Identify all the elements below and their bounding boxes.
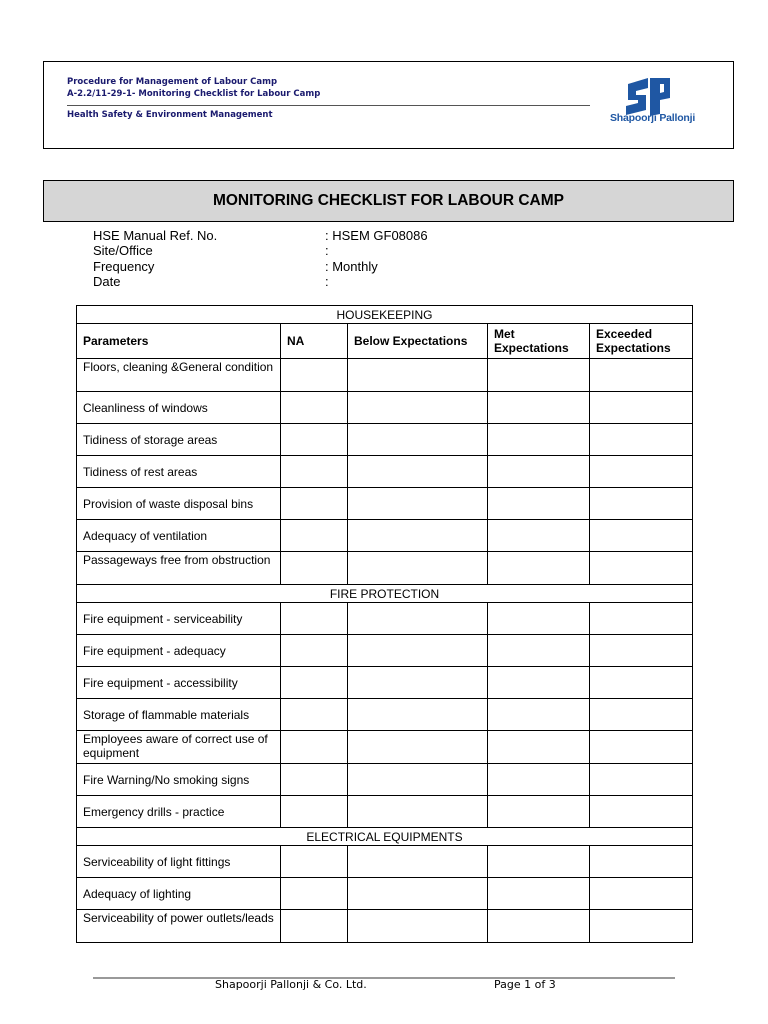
below-expectations-cell[interactable] bbox=[348, 731, 488, 764]
document-code: A-2.2/11-29-1- Monitoring Checklist for Labour Camp bbox=[67, 89, 321, 99]
column-header: Below Expectations bbox=[348, 324, 488, 359]
exceeded-expectations-cell[interactable] bbox=[590, 603, 693, 635]
section-header-row bbox=[77, 585, 693, 603]
page-number: Page 1 of 3 bbox=[494, 978, 556, 991]
below-expectations-cell[interactable] bbox=[348, 635, 488, 667]
exceeded-expectations-cell[interactable] bbox=[590, 424, 693, 456]
met-expectations-cell[interactable] bbox=[488, 456, 590, 488]
na-cell[interactable] bbox=[281, 731, 348, 764]
exceeded-expectations-cell[interactable] bbox=[590, 878, 693, 910]
meta-row bbox=[93, 243, 428, 258]
checklist-title-bar bbox=[43, 180, 734, 222]
met-expectations-cell[interactable] bbox=[488, 910, 590, 943]
footer-company: Shapoorji Pallonji & Co. Ltd. bbox=[215, 978, 367, 991]
parameter-cell: Provision of waste disposal bins bbox=[77, 488, 281, 520]
meta-value[interactable]: : bbox=[325, 243, 329, 259]
below-expectations-cell[interactable] bbox=[348, 796, 488, 828]
below-expectations-cell[interactable] bbox=[348, 878, 488, 910]
below-expectations-cell[interactable] bbox=[348, 699, 488, 731]
table-row bbox=[77, 488, 693, 520]
parameter-cell: Cleanliness of windows bbox=[77, 392, 281, 424]
na-cell[interactable] bbox=[281, 635, 348, 667]
company-logo-text: Shapoorji Pallonji bbox=[610, 112, 696, 124]
section-title: HOUSEKEEPING bbox=[77, 306, 693, 324]
below-expectations-cell[interactable] bbox=[348, 764, 488, 796]
section-title: ELECTRICAL EQUIPMENTS bbox=[77, 828, 693, 846]
department-name: Health Safety & Environment Management bbox=[67, 110, 273, 120]
table-row bbox=[77, 520, 693, 552]
parameter-cell: Adequacy of lighting bbox=[77, 878, 281, 910]
na-cell[interactable] bbox=[281, 764, 348, 796]
table-row bbox=[77, 878, 693, 910]
column-header-row bbox=[77, 324, 693, 359]
exceeded-expectations-cell[interactable] bbox=[590, 699, 693, 731]
parameter-cell: Serviceability of power outlets/leads bbox=[77, 910, 281, 943]
meta-label: HSE Manual Ref. No. bbox=[93, 228, 218, 243]
exceeded-expectations-cell[interactable] bbox=[590, 359, 693, 392]
meta-label: Date bbox=[93, 273, 121, 289]
parameter-cell: Serviceability of light fittings bbox=[77, 846, 281, 878]
below-expectations-cell[interactable] bbox=[348, 667, 488, 699]
na-cell[interactable] bbox=[281, 456, 348, 488]
below-expectations-cell[interactable] bbox=[348, 603, 488, 635]
meta-value[interactable]: : Monthly bbox=[325, 258, 378, 274]
met-expectations-cell[interactable] bbox=[488, 520, 590, 552]
na-cell[interactable] bbox=[281, 552, 348, 585]
met-expectations-cell[interactable] bbox=[488, 796, 590, 828]
met-expectations-cell[interactable] bbox=[488, 603, 590, 635]
table-row bbox=[77, 846, 693, 878]
met-expectations-cell[interactable] bbox=[488, 667, 590, 699]
table-row bbox=[77, 764, 693, 796]
header-divider bbox=[67, 105, 590, 106]
parameter-cell: Fire Warning/No smoking signs bbox=[77, 764, 281, 796]
exceeded-expectations-cell[interactable] bbox=[590, 796, 693, 828]
met-expectations-cell[interactable] bbox=[488, 635, 590, 667]
met-expectations-cell[interactable] bbox=[488, 878, 590, 910]
na-cell[interactable] bbox=[281, 667, 348, 699]
exceeded-expectations-cell[interactable] bbox=[590, 552, 693, 585]
column-header: Met Expectations bbox=[488, 324, 590, 359]
parameter-cell: Passageways free from obstruction bbox=[77, 552, 281, 585]
meta-label: Site/Office bbox=[93, 243, 153, 259]
below-expectations-cell[interactable] bbox=[348, 552, 488, 585]
table-row bbox=[77, 731, 693, 764]
exceeded-expectations-cell[interactable] bbox=[590, 731, 693, 764]
parameter-cell: Floors, cleaning &General condition bbox=[77, 359, 281, 392]
table-row bbox=[77, 456, 693, 488]
met-expectations-cell[interactable] bbox=[488, 392, 590, 424]
parameter-cell: Adequacy of ventilation bbox=[77, 520, 281, 552]
below-expectations-cell[interactable] bbox=[348, 520, 488, 552]
below-expectations-cell[interactable] bbox=[348, 488, 488, 520]
met-expectations-cell[interactable] bbox=[488, 731, 590, 764]
parameter-cell: Storage of flammable materials bbox=[77, 699, 281, 731]
below-expectations-cell[interactable] bbox=[348, 392, 488, 424]
meta-row bbox=[93, 274, 428, 289]
table-row bbox=[77, 635, 693, 667]
exceeded-expectations-cell[interactable] bbox=[590, 846, 693, 878]
exceeded-expectations-cell[interactable] bbox=[590, 635, 693, 667]
met-expectations-cell[interactable] bbox=[488, 552, 590, 585]
parameter-cell: Employees aware of correct use of equipment bbox=[77, 731, 281, 764]
section-title: FIRE PROTECTION bbox=[77, 585, 693, 603]
meta-value[interactable]: : HSEM GF08086 bbox=[325, 228, 428, 243]
met-expectations-cell[interactable] bbox=[488, 359, 590, 392]
exceeded-expectations-cell[interactable] bbox=[590, 392, 693, 424]
checklist-table bbox=[76, 305, 693, 943]
table-row bbox=[77, 359, 693, 392]
below-expectations-cell[interactable] bbox=[348, 456, 488, 488]
met-expectations-cell[interactable] bbox=[488, 764, 590, 796]
parameter-cell: Tidiness of rest areas bbox=[77, 456, 281, 488]
table-row bbox=[77, 603, 693, 635]
exceeded-expectations-cell[interactable] bbox=[590, 488, 693, 520]
meta-row bbox=[93, 259, 428, 274]
exceeded-expectations-cell[interactable] bbox=[590, 456, 693, 488]
met-expectations-cell[interactable] bbox=[488, 488, 590, 520]
na-cell[interactable] bbox=[281, 846, 348, 878]
parameter-cell: Fire equipment - serviceability bbox=[77, 603, 281, 635]
parameter-cell: Tidiness of storage areas bbox=[77, 424, 281, 456]
na-cell[interactable] bbox=[281, 359, 348, 392]
na-cell[interactable] bbox=[281, 878, 348, 910]
section-header-row bbox=[77, 828, 693, 846]
below-expectations-cell[interactable] bbox=[348, 910, 488, 943]
na-cell[interactable] bbox=[281, 488, 348, 520]
table-row bbox=[77, 552, 693, 585]
met-expectations-cell[interactable] bbox=[488, 424, 590, 456]
table-row bbox=[77, 424, 693, 456]
section-header-row bbox=[77, 306, 693, 324]
page-title: MONITORING CHECKLIST FOR LABOUR CAMP bbox=[212, 192, 565, 209]
exceeded-expectations-cell[interactable] bbox=[590, 520, 693, 552]
meta-value[interactable]: : bbox=[325, 273, 329, 289]
meta-row bbox=[93, 228, 428, 243]
met-expectations-cell[interactable] bbox=[488, 699, 590, 731]
parameter-cell: Fire equipment - adequacy bbox=[77, 635, 281, 667]
document-meta bbox=[93, 228, 428, 289]
met-expectations-cell[interactable] bbox=[488, 846, 590, 878]
na-cell[interactable] bbox=[281, 910, 348, 943]
column-header: Exceeded Expectations bbox=[590, 324, 693, 359]
table-row bbox=[77, 699, 693, 731]
meta-label: Frequency bbox=[93, 258, 155, 274]
procedure-title: Procedure for Management of Labour Camp bbox=[67, 77, 278, 87]
na-cell[interactable] bbox=[281, 699, 348, 731]
below-expectations-cell[interactable] bbox=[348, 359, 488, 392]
footer-divider bbox=[93, 977, 675, 979]
na-cell[interactable] bbox=[281, 603, 348, 635]
exceeded-expectations-cell[interactable] bbox=[590, 910, 693, 943]
column-header: Parameters bbox=[77, 324, 281, 359]
below-expectations-cell[interactable] bbox=[348, 424, 488, 456]
exceeded-expectations-cell[interactable] bbox=[590, 667, 693, 699]
table-row bbox=[77, 392, 693, 424]
parameter-cell: Emergency drills - practice bbox=[77, 796, 281, 828]
below-expectations-cell[interactable] bbox=[348, 846, 488, 878]
exceeded-expectations-cell[interactable] bbox=[590, 764, 693, 796]
na-cell[interactable] bbox=[281, 520, 348, 552]
table-row bbox=[77, 667, 693, 699]
na-cell[interactable] bbox=[281, 424, 348, 456]
table-row bbox=[77, 796, 693, 828]
table-row bbox=[77, 910, 693, 943]
na-cell[interactable] bbox=[281, 392, 348, 424]
parameter-cell: Fire equipment - accessibility bbox=[77, 667, 281, 699]
na-cell[interactable] bbox=[281, 796, 348, 828]
column-header: NA bbox=[281, 324, 348, 359]
